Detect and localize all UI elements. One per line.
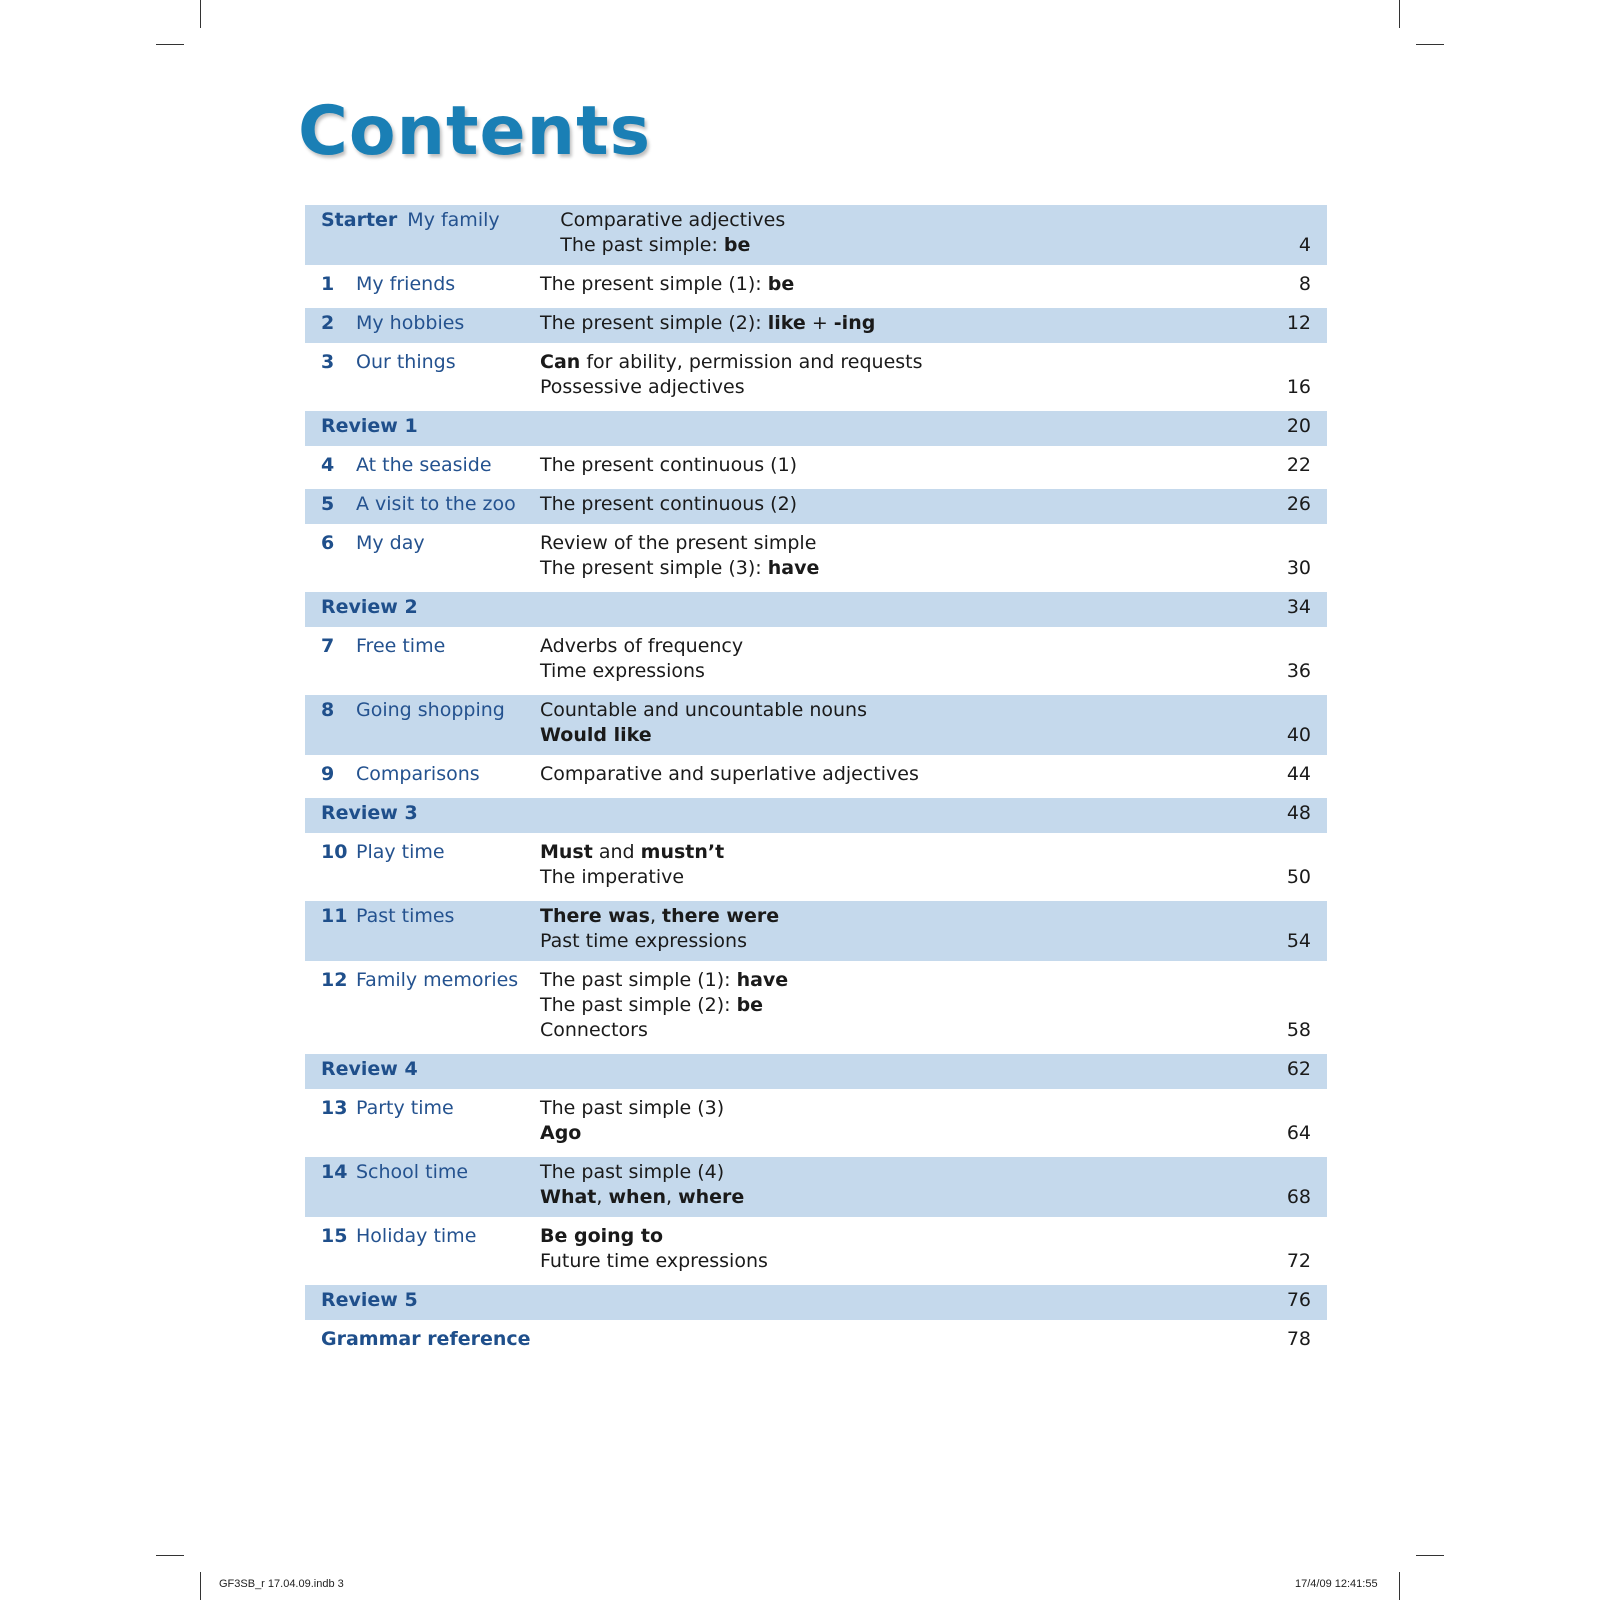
page-number: 22 [1286, 454, 1311, 476]
grammar-line [540, 1096, 1251, 1121]
crop-mark [1416, 1555, 1444, 1556]
grammar-keyword: Would like [540, 724, 652, 746]
toc-row [305, 1093, 1327, 1157]
grammar-text: Past time expressions [540, 930, 747, 952]
grammar-text: Adverbs of frequency [540, 635, 744, 657]
grammar-keyword: there were [662, 905, 780, 927]
grammar-text: The past simple (4) [540, 1161, 725, 1183]
grammar-line [540, 659, 1251, 684]
unit-number: 3 [321, 351, 335, 373]
grammar-line [540, 556, 1251, 581]
unit-title: Our things [356, 351, 456, 373]
unit-title: A visit to the zoo [356, 493, 516, 515]
grammar-keyword: be [736, 994, 764, 1016]
grammar-topics [540, 531, 1251, 581]
page-number: 68 [1286, 1186, 1311, 1208]
unit-title: Family memories [356, 969, 519, 991]
unit-title: My family [407, 209, 500, 231]
grammar-line [540, 865, 1251, 890]
unit-title: My hobbies [356, 312, 465, 334]
grammar-topics [540, 698, 1251, 748]
grammar-text: Comparative and superlative adjectives [540, 763, 919, 785]
page-number: 20 [1286, 415, 1311, 437]
grammar-topics [540, 453, 1251, 478]
grammar-line [540, 492, 1251, 517]
grammar-text: The past simple: [560, 234, 724, 256]
toc-row [305, 695, 1327, 759]
unit-number: 11 [321, 905, 348, 927]
unit-number: 6 [321, 532, 335, 554]
page-number: 78 [1286, 1328, 1311, 1350]
unit-number: 9 [321, 763, 335, 785]
grammar-topics [540, 634, 1251, 684]
grammar-keyword: Can [540, 351, 581, 373]
grammar-line [540, 840, 1251, 865]
grammar-keyword: when [608, 1186, 666, 1208]
grammar-topics [540, 904, 1251, 954]
page-number: 64 [1286, 1122, 1311, 1144]
toc-row-review [305, 1324, 1327, 1363]
grammar-text: , [596, 1186, 609, 1208]
unit-title: Play time [356, 841, 445, 863]
grammar-line [540, 350, 1251, 375]
grammar-line [540, 1249, 1251, 1274]
page-number: 44 [1286, 763, 1311, 785]
grammar-keyword: Be going to [540, 1225, 664, 1247]
unit-title: Comparisons [356, 763, 480, 785]
unit-number: 5 [321, 493, 335, 515]
page-number: 16 [1286, 376, 1311, 398]
grammar-line [560, 208, 1251, 233]
unit-title: Grammar reference [321, 1328, 531, 1350]
grammar-line [540, 929, 1251, 954]
unit-number: 14 [321, 1161, 348, 1183]
grammar-text: , [665, 1186, 679, 1208]
crop-mark [200, 0, 201, 28]
unit-number: Starter [321, 209, 398, 231]
page-number: 58 [1286, 1019, 1311, 1041]
grammar-text: Countable and uncountable nouns [540, 699, 867, 721]
grammar-line [540, 311, 1251, 336]
grammar-topics [540, 311, 1251, 336]
grammar-line [540, 634, 1251, 659]
unit-title: Going shopping [356, 699, 505, 721]
page-title: Contents [298, 92, 652, 171]
page-number: 36 [1286, 660, 1311, 682]
page-number: 34 [1286, 596, 1311, 618]
toc-row [305, 528, 1327, 592]
grammar-text: for ability, permission and requests [580, 351, 923, 373]
unit-number: 2 [321, 312, 335, 334]
grammar-line [540, 272, 1251, 297]
unit-title: My day [356, 532, 425, 554]
grammar-topics [540, 350, 1251, 400]
grammar-text: The past simple (2): [540, 994, 737, 1016]
unit-title: Review 1 [321, 415, 418, 437]
unit-title: Free time [356, 635, 446, 657]
grammar-line [540, 531, 1251, 556]
grammar-text: Future time expressions [540, 1250, 768, 1272]
grammar-text: The present simple (2): [540, 312, 768, 334]
grammar-text: Review of the present simple [540, 532, 817, 554]
grammar-line [540, 1160, 1251, 1185]
crop-mark [1399, 0, 1400, 28]
toc-row-review [305, 592, 1327, 631]
unit-title: Review 5 [321, 1289, 418, 1311]
grammar-text: , [649, 905, 663, 927]
unit-number: 7 [321, 635, 335, 657]
grammar-line [540, 904, 1251, 929]
grammar-line [540, 968, 1251, 993]
toc-row [305, 489, 1327, 528]
grammar-topics [560, 208, 1251, 258]
grammar-text: The present continuous (2) [540, 493, 798, 515]
unit-title: School time [356, 1161, 469, 1183]
toc-row [305, 631, 1327, 695]
page-number: 40 [1286, 724, 1311, 746]
page-number: 62 [1286, 1058, 1311, 1080]
crop-mark [1399, 1572, 1400, 1600]
grammar-keyword: be [723, 234, 751, 256]
grammar-topics [540, 762, 1251, 787]
toc-row [305, 759, 1327, 798]
toc-row-review [305, 798, 1327, 837]
crop-mark [156, 1555, 184, 1556]
unit-number: 8 [321, 699, 335, 721]
grammar-line [540, 762, 1251, 787]
unit-title: Review 4 [321, 1058, 418, 1080]
page-number: 50 [1286, 866, 1311, 888]
page-number: 8 [1298, 273, 1311, 295]
grammar-keyword: Must [540, 841, 593, 863]
unit-title: At the seaside [356, 454, 492, 476]
toc-row [305, 450, 1327, 489]
toc-row [305, 1221, 1327, 1285]
unit-number: 10 [321, 841, 348, 863]
toc-row [305, 308, 1327, 347]
toc-row [305, 837, 1327, 901]
footer-timestamp: 17/4/09 12:41:55 [1295, 1578, 1378, 1590]
grammar-line [540, 723, 1251, 748]
grammar-text: Time expressions [540, 660, 705, 682]
grammar-line [540, 993, 1251, 1018]
unit-title: Review 3 [321, 802, 418, 824]
grammar-line [540, 1018, 1251, 1043]
page-number: 48 [1286, 802, 1311, 824]
page-number: 72 [1286, 1250, 1311, 1272]
page-number: 4 [1298, 234, 1311, 256]
grammar-topics [540, 1096, 1251, 1146]
grammar-keyword: be [767, 273, 795, 295]
grammar-keyword: have [736, 969, 789, 991]
page-number: 54 [1286, 930, 1311, 952]
grammar-line [540, 1224, 1251, 1249]
unit-number: 12 [321, 969, 348, 991]
grammar-text: Connectors [540, 1019, 648, 1041]
grammar-keyword: What [540, 1186, 597, 1208]
unit-number: 1 [321, 273, 335, 295]
grammar-topics [540, 492, 1251, 517]
toc-row-review [305, 411, 1327, 450]
page-number: 30 [1286, 557, 1311, 579]
footer-file-info: GF3SB_r 17.04.09.indb 3 [219, 1578, 344, 1590]
toc-row [305, 269, 1327, 308]
page-number: 76 [1286, 1289, 1311, 1311]
grammar-text: Possessive adjectives [540, 376, 745, 398]
grammar-keyword: -ing [833, 312, 876, 334]
grammar-line [540, 698, 1251, 723]
crop-mark [156, 44, 184, 45]
unit-title: Review 2 [321, 596, 418, 618]
toc-row [305, 965, 1327, 1054]
grammar-line [540, 453, 1251, 478]
grammar-keyword: where [678, 1186, 745, 1208]
grammar-keyword: have [767, 557, 820, 579]
grammar-topics [540, 1224, 1251, 1274]
unit-title: Past times [356, 905, 455, 927]
unit-number: 15 [321, 1225, 348, 1247]
toc-row [305, 901, 1327, 965]
grammar-topics [540, 840, 1251, 890]
grammar-line [560, 233, 1251, 258]
grammar-text: Comparative adjectives [560, 209, 786, 231]
grammar-text: The present simple (3): [540, 557, 768, 579]
unit-number: 13 [321, 1097, 348, 1119]
grammar-topics [540, 968, 1251, 1043]
grammar-topics [540, 1160, 1251, 1210]
grammar-text: The past simple (3) [540, 1097, 725, 1119]
toc-row [305, 1157, 1327, 1221]
grammar-keyword: mustn’t [640, 841, 725, 863]
unit-title: Party time [356, 1097, 454, 1119]
toc-row-review [305, 1285, 1327, 1324]
page-number: 12 [1286, 312, 1311, 334]
toc-row [305, 347, 1327, 411]
grammar-keyword: like [767, 312, 806, 334]
toc-row [305, 205, 1327, 269]
grammar-text: and [592, 841, 641, 863]
contents-table [305, 205, 1327, 1363]
crop-mark [200, 1572, 201, 1600]
grammar-text: The past simple (1): [540, 969, 737, 991]
grammar-text: + [805, 312, 834, 334]
grammar-line [540, 1185, 1251, 1210]
toc-row-review [305, 1054, 1327, 1093]
grammar-text: The present simple (1): [540, 273, 768, 295]
unit-title: My friends [356, 273, 456, 295]
crop-mark [1416, 44, 1444, 45]
grammar-line [540, 1121, 1251, 1146]
grammar-text: The present continuous (1) [540, 454, 798, 476]
grammar-topics [540, 272, 1251, 297]
unit-title: Holiday time [356, 1225, 477, 1247]
grammar-line [540, 375, 1251, 400]
grammar-keyword: Ago [540, 1122, 582, 1144]
grammar-text: The imperative [540, 866, 685, 888]
page-number: 26 [1286, 493, 1311, 515]
grammar-keyword: There was [540, 905, 650, 927]
unit-number: 4 [321, 454, 335, 476]
